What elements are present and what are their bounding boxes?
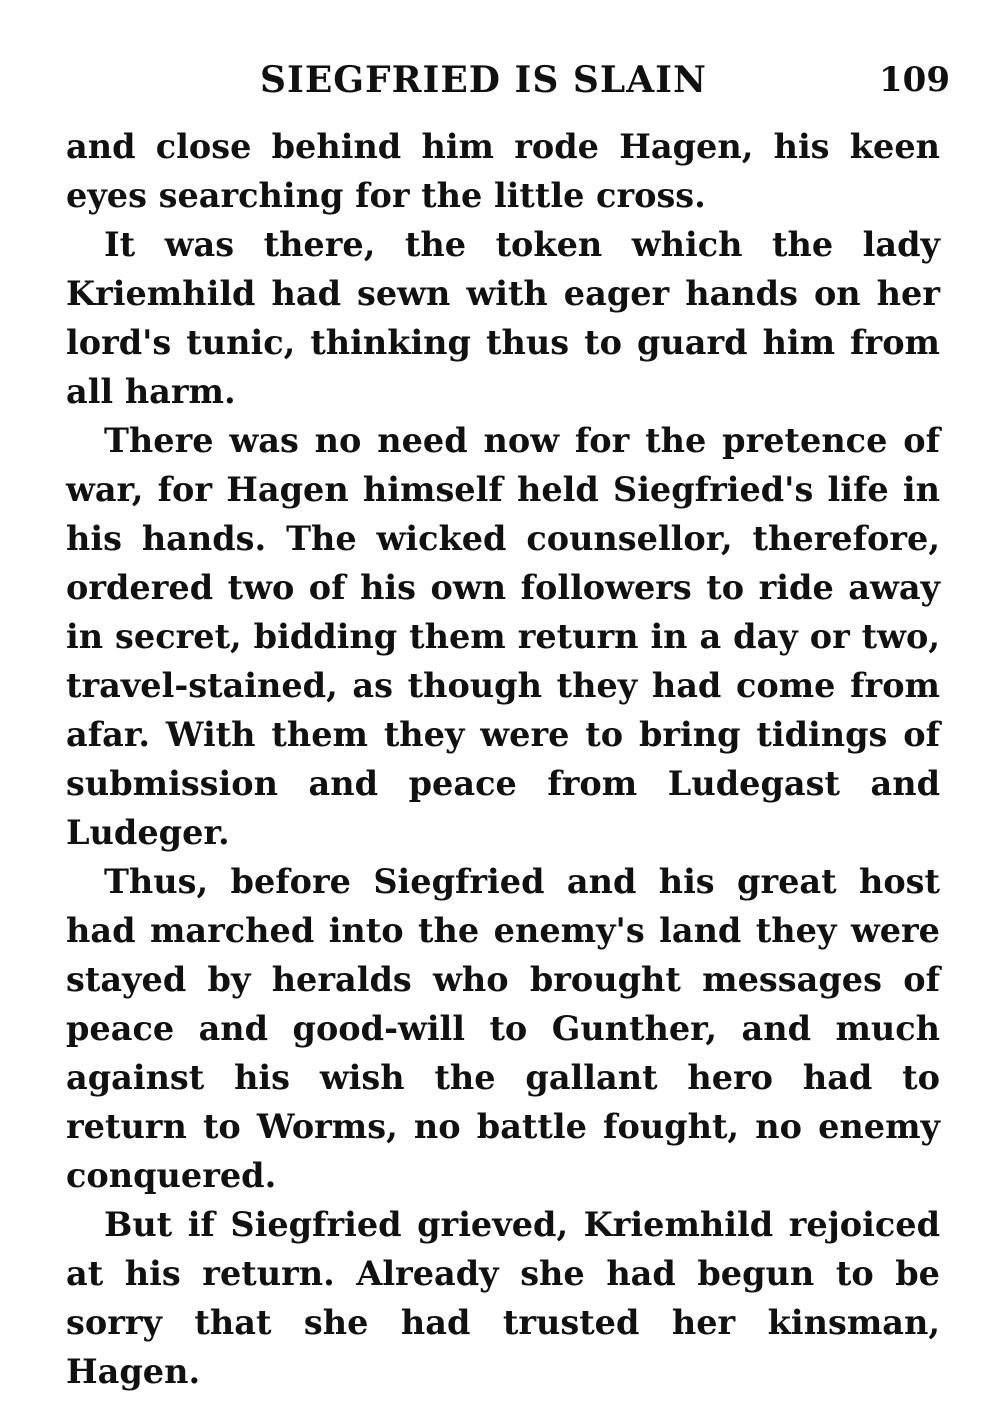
- body-text: [66, 122, 940, 1396]
- running-header: [60, 58, 950, 102]
- chapter-title: SIEGFRIED IS SLAIN: [260, 59, 707, 101]
- paragraph-continuation: and close behind him rode Hagen, his keen eyes searching for the little cross.: [66, 127, 940, 215]
- paragraph: It was there, the token which the lady Kriemhild had sewn with eager hands on her lord's tunic, thinking thus to guard him from all harm.: [66, 225, 940, 411]
- paragraph: But if Siegfried grieved, Kriemhild rejoiced at his return. Already she had begun to be sorry that she had trusted her kinsman, Hagen.: [66, 1205, 940, 1391]
- paragraph: Thus, before Siegfried and his great host had marched into the enemy's land they were stayed by heralds who brought messages of peace and good-will to Gunther, and much against his wish the gallant hero had to return to Worms, no battle fought, no enemy conquered.: [66, 862, 940, 1195]
- paragraph: There was no need now for the pretence of war, for Hagen himself held Siegfried's life in his hands. The wicked counsellor, therefore, ordered two of his own followers to ride away in secret, bidding them return in a day or two, travel-stained, as though they had come from afar. With them they were to bring tidings of submission and peace from Ludegast and Ludeger.: [66, 421, 940, 852]
- page-number: 109: [879, 60, 950, 100]
